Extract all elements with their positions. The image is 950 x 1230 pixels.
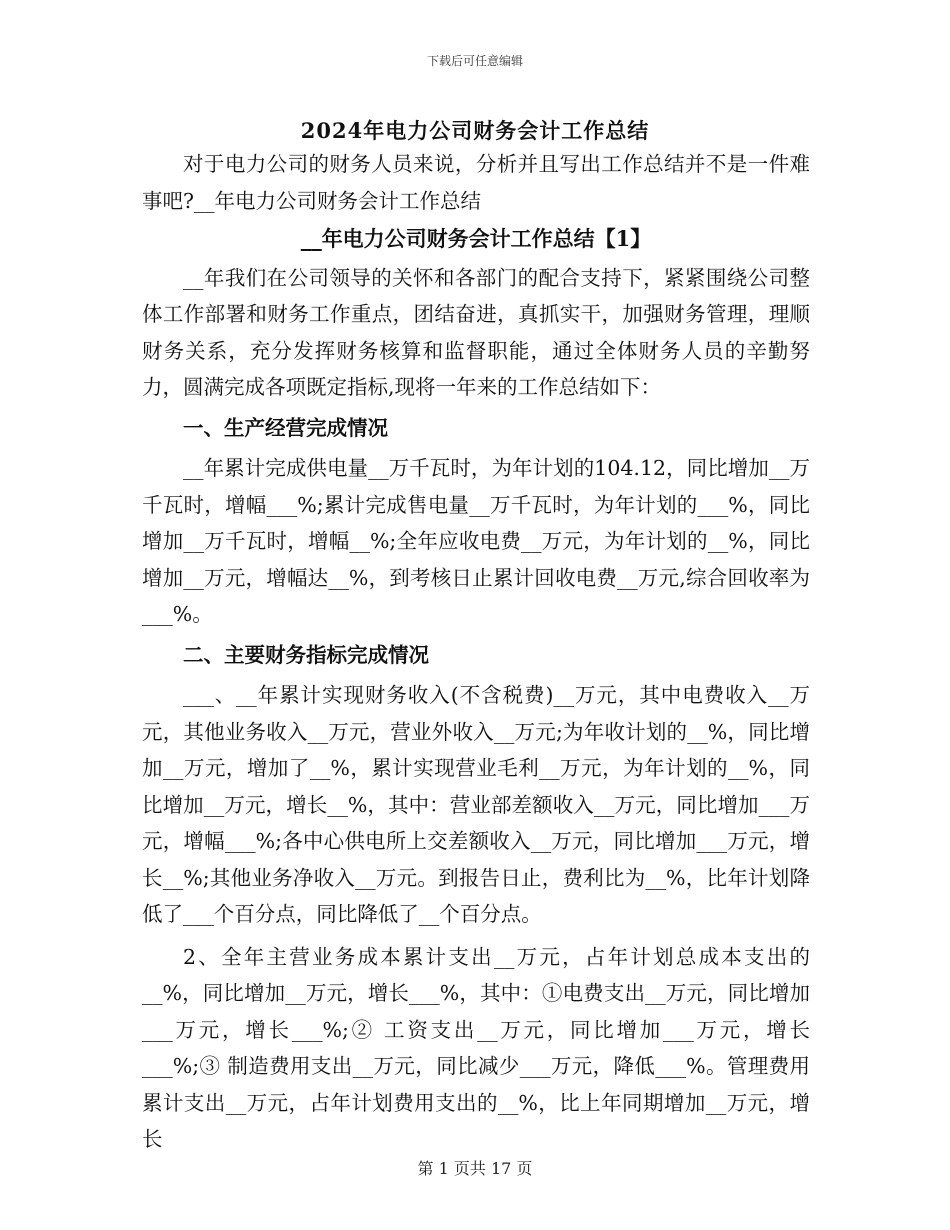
section-heading-1: 一、生产经营完成情况 xyxy=(183,415,388,440)
section-heading-2: 二、主要财务指标完成情况 xyxy=(183,642,429,667)
intro-paragraph: 对于电力公司的财务人员来说，分析并且写出工作总结并不是一件难事吧?__年电力公司财务会计工作总结 xyxy=(142,152,810,213)
section2-item-1: ___、__年累计实现财务收入(不含税费)__万元，其中电费收入__万元，其他业务收入__万元，营业外收入__万元;为年收计划的__%，同比增加__万元，增加了__%，累计实现营业毛利__万元，为年计划的__%，同比增加__万元，增长__%，其中：营业部差额收入__万元，同比增加___万元，增幅___%;各中心供电所上交差额收入__万元，同比增加___万元，增长__%;其他业务净收入__万元。到报告日止，费利比为__%，比年计划降低了___个百分点，同比降低了__个百分点。 xyxy=(142,683,810,926)
document-title: 2024年电力公司财务会计工作总结 xyxy=(300,118,650,143)
section1-paragraph: __年累计完成供电量__万千瓦时，为年计划的104.12，同比增加__万千瓦时，增幅___%;累计完成售电量__万千瓦时，为年计划的___%，同比增加__万千瓦时，增幅__%;全年应收电费__万元，为年计划的__%，同比增加__万元，增幅达__%，到考核日止累计回收电费__万元,综合回收率为___%。 xyxy=(142,456,810,626)
document-body xyxy=(142,146,810,1158)
opening-paragraph: __年我们在公司领导的关怀和各部门的配合支持下，紧紧围绕公司整体工作部署和财务工作重点，团结奋进，真抓实干，加强财务管理，理顺财务关系，充分发挥财务核算和监督职能，通过全体财务人员的辛勤努力，圆满完成各项既定指标,现将一年来的工作总结如下： xyxy=(142,265,810,399)
subtitle: __年电力公司财务会计工作总结【1】 xyxy=(300,226,652,251)
header-note: 下载后可任意编辑 xyxy=(426,54,523,68)
section2-item-2: 2、全年主营业务成本累计支出__万元，占年计划总成本支出的__%，同比增加__万元，增长___%，其中：①电费支出__万元，同比增加___万元，增长___%;② 工资支出__万元，同比增加___万元，增长___%;③ 制造费用支出__万元，同比减少___万元，降低___%。管理费用累计支出__万元，占年计划费用支出的__%，比上年同期增加__万元，增长 xyxy=(142,944,810,1151)
page-footer: 第 1 页共 17 页 xyxy=(417,1159,533,1178)
